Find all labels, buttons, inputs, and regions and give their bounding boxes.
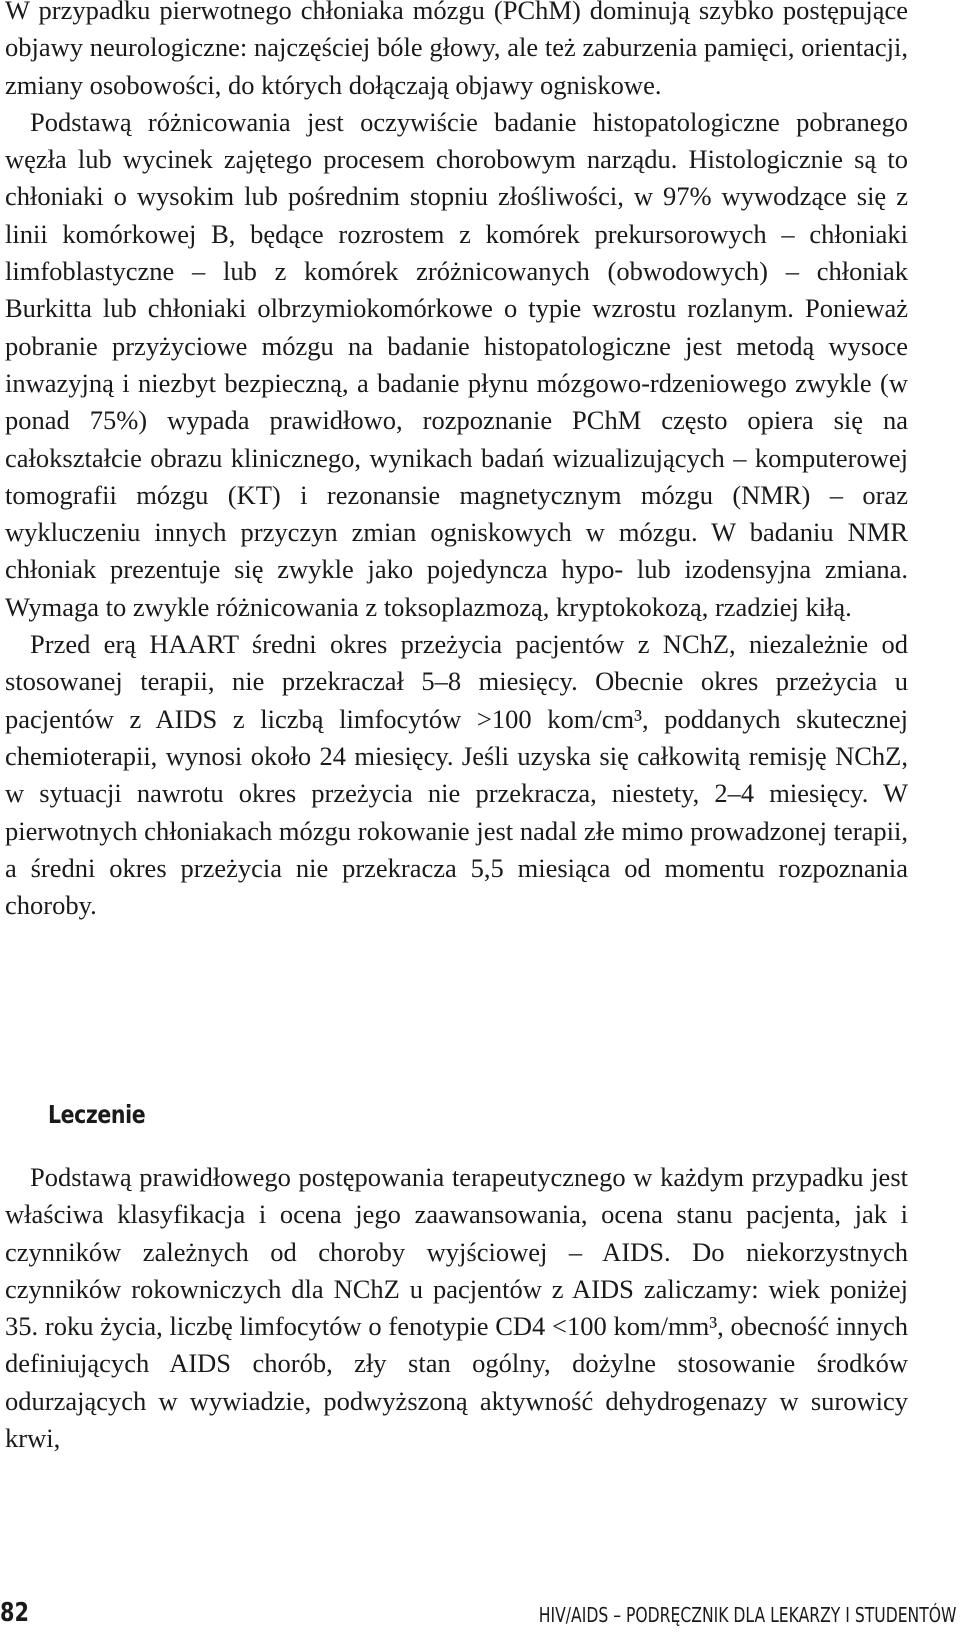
paragraph-survival: Przed erą HAART średni okres przeżycia pacjentów z NChZ, niezależnie od stosowanej terapii, nie przekraczał 5–8 miesięcy. Obecnie okres przeżycia u pacjentów z AIDS z liczbą limfocytów >100 kom/cm³, poddanych skutecznej chemioterapii, wynosi około 24 miesięcy. Jeśli uzyska się całkowitą remisję NChZ, w sytuacji nawrotu okres przeżycia nie przekracza, niestety, 2–4 miesięcy. W pierwotnych chłoniakach mózgu rokowanie jest nadal złe mimo prowadzonej terapii, a średni okres przeżycia nie przekracza 5,5 miesiąca od momentu rozpoznania choroby.: [5, 629, 908, 921]
section-heading: Leczenie: [48, 1100, 146, 1129]
paragraph-diagnosis: Podstawą różnicowania jest oczywiście badanie histopatologiczne pobranego węzła lub wycinek zajętego procesem chorobowym narządu. Histologicznie są to chłoniaki o wysokim lub pośrednim stopniu złośliwości, w 97% wywodzące się z linii komórkowej B, będące rozrostem z komórek prekursorowych – chłoniaki limfoblastyczne – lub z komórek zróżnicowanych (obwodowych) – chłoniak Burkitta lub chłoniaki olbrzymiokomórkowe o typie wzrostu rozlanym. Ponieważ pobranie przyżyciowe mózgu na badanie histopatologiczne jest metodą wysoce inwazyjną i niezbyt bezpieczną, a badanie płynu mózgowo-rdzeniowego zwykle (w ponad 75%) wypada prawidłowo, rozpoznanie PChM często opiera się na całokształcie obrazu klinicznego, wynikach badań wizualizujących – komputerowej tomografii mózgu (KT) i rezonansie magnetycznym mózgu (NMR) – oraz wykluczeniu innych przyczyn zmian ogniskowych w mózgu. W badaniu NMR chłoniak prezentuje się zwykle jako pojedyncza hypo- lub izodensyjna zmiana. Wymaga to zwykle różnicowania z toksoplazmozą, kryptokokozą, rzadziej kiłą.: [5, 106, 908, 622]
body-text-top: [5, 0, 908, 924]
running-title: HIV/AIDS – PODRĘCZNIK DLA LEKARZY I STUDENTÓW: [538, 1603, 956, 1627]
body-text-bottom: [5, 1159, 908, 1457]
page-number: 82: [0, 1598, 29, 1628]
paragraph-symptoms: W przypadku pierwotnego chłoniaka mózgu (PChM) dominują szybko postępujące objawy neurologiczne: najczęściej bóle głowy, ale też zaburzenia pamięci, orientacji, zmiany osobowości, do których dołączają objawy ogniskowe.: [5, 0, 908, 100]
paragraph-treatment: Podstawą prawidłowego postępowania terapeutycznego w każdym przypadku jest właściwa klasyfikacja i ocena jego zaawansowania, ocena stanu pacjenta, jak i czynników zależnych od choroby wyjściowej – AIDS. Do niekorzystnych czynników rokowniczych dla NChZ u pacjentów z AIDS zaliczamy: wiek poniżej 35. roku życia, liczbę limfocytów o fenotypie CD4 <100 kom/mm³, obecność innych definiujących AIDS chorób, zły stan ogólny, dożylne stosowanie środków odurzających w wywiadzie, podwyższoną aktywność dehydrogenazy w surowicy krwi,: [5, 1162, 908, 1454]
